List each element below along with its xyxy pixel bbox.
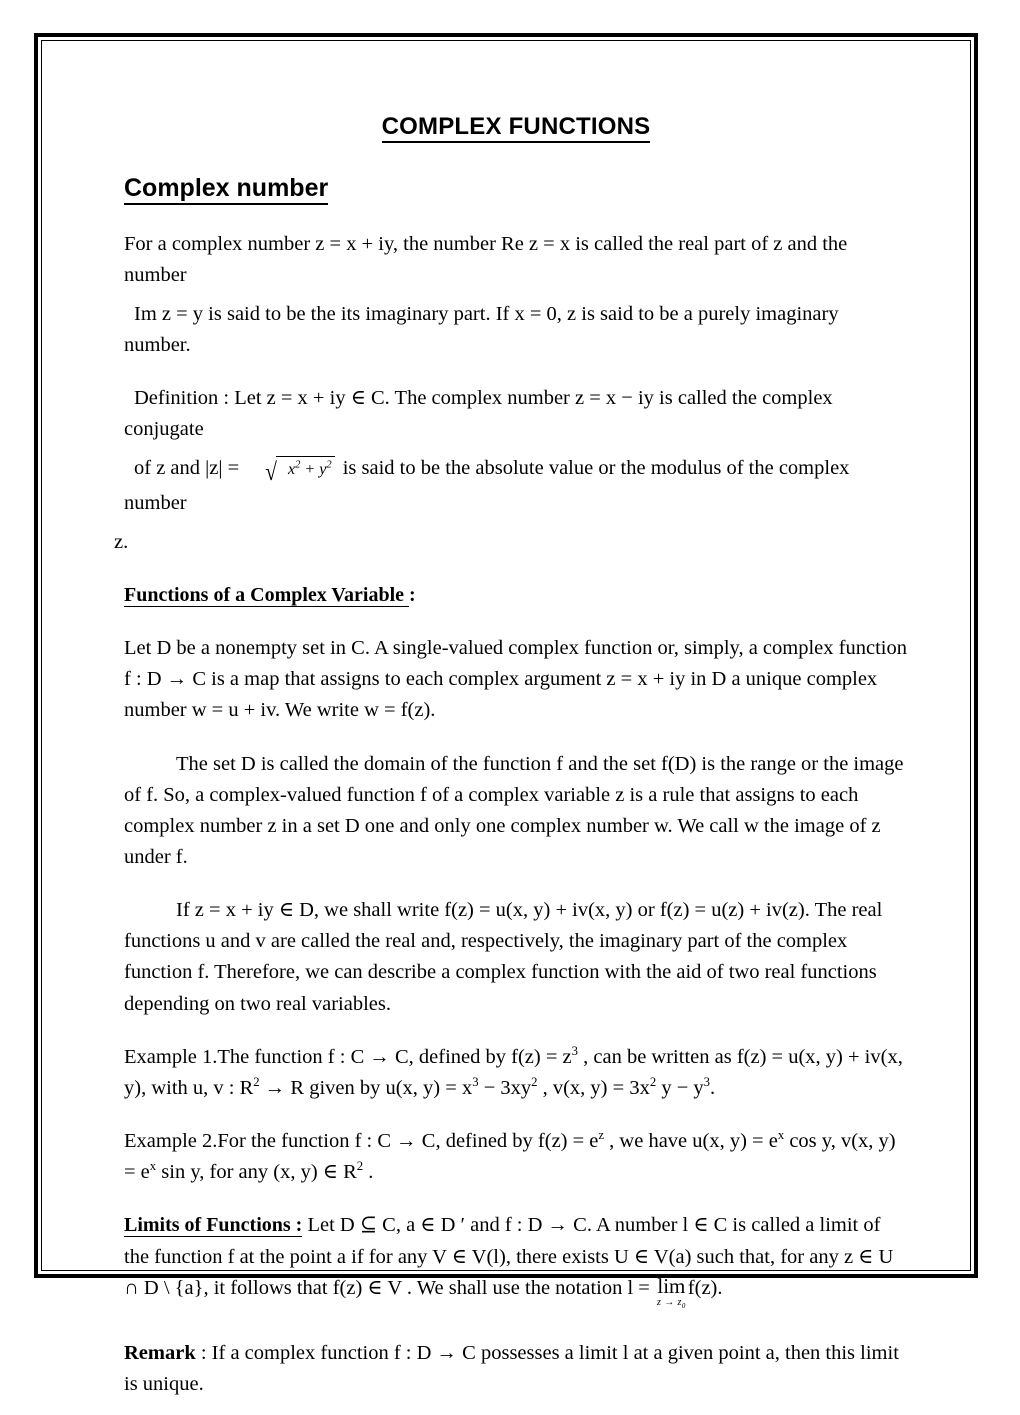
radical-exponent-x: 2: [295, 459, 301, 471]
radical-term-y: y: [319, 460, 327, 478]
radical-body: [276, 456, 335, 482]
radical-sign-icon: √: [265, 459, 278, 487]
example1-exponent-x: 3: [472, 1075, 479, 1090]
functions-heading-colon: :: [409, 583, 416, 606]
document-title-text: COMPLEX FUNCTIONS: [382, 113, 651, 143]
paragraph-functions-1: Let D be a nonempty set in C. A single-valued complex function or, simply, a complex function f : D → C is a map that assigns to each complex argument z = x + iy in D a unique complex number w = u + iv. We write w = f(z).: [124, 637, 907, 722]
limits-heading-group: [124, 1214, 302, 1237]
paragraph-intro-line1: For a complex number z = x + iy, the number Re z = x is called the real part of z and the number: [124, 232, 848, 286]
limit-operator: [657, 1273, 686, 1310]
example2-exponent-x2: x: [149, 1159, 157, 1174]
example2-exponent-z: z: [598, 1128, 605, 1143]
page-border-inner: [41, 40, 971, 1396]
document-content: [114, 113, 908, 1415]
example1-end: .: [709, 1076, 716, 1099]
heading-functions-of-complex-variable: [124, 580, 908, 611]
example1-mid: , can be written as f(z) = u(x, y) + iv(x, y), with u, v : R: [124, 1045, 903, 1099]
remark-body: : If a complex function f : D → C possesses a limit l at a given point a, then this limit is unique.: [124, 1341, 899, 1396]
functions-heading-text: Functions of a Complex Variable: [124, 583, 410, 606]
example1-mid5: y − y: [656, 1076, 704, 1099]
paragraph-functions-3: If z = x + iy ∈ D, we shall write f(z) = u(x, y) + iv(x, y) or f(z) = u(z) + iv(z). The real functions u and v are called the real and, respectively, the imaginary part of the complex function f. Therefore, we can describe a complex function with the aid of two real functions depending on two real variables.: [124, 899, 883, 1015]
paragraph-functions-2: The set D is called the domain of the function f and the set f(D) is the range or the image of f. So, a complex-valued function f of a complex variable z is a rule that assigns to each complex number z in a set D one and only one complex number w. We call w the image of z under f.: [124, 752, 904, 868]
example1-exponent-3x: 2: [649, 1075, 657, 1090]
definition-modulus-prefix: of z and |z| =: [134, 457, 245, 480]
example2-exponent-r: 2: [356, 1159, 364, 1174]
section-heading-text: Complex number: [124, 174, 328, 205]
example1-exponent-r: 2: [253, 1075, 260, 1090]
limit-operator-subscript: [657, 1298, 686, 1308]
remark-label: Remark: [124, 1341, 196, 1364]
functions-heading-group: [124, 584, 416, 607]
example1-exponent-xy: 2: [531, 1075, 538, 1090]
paragraph-remark: [124, 1338, 908, 1400]
limit-operator-label: lim: [657, 1273, 686, 1298]
limit-subscript-variable: z → z: [657, 1296, 682, 1308]
paragraph-example-2: [124, 1126, 908, 1188]
paragraph-definition-line1: Definition : Let z = x + iy ∈ C. The complex number z = x − iy is called the complex conjugate: [124, 387, 833, 441]
example2-lead: Example 2.For the function f : C → C, defined by f(z) = e: [124, 1130, 599, 1153]
limits-heading-text: Limits of Functions :: [124, 1214, 303, 1237]
example2-exponent-x1: x: [777, 1128, 785, 1143]
example2-mid2: cos y, v(x, y) = e: [124, 1130, 896, 1184]
paragraph-intro-line2: Im z = y is said to be the its imaginary part. If x = 0, z is said to be a purely imaginary number.: [124, 302, 839, 356]
paragraph-example-1: [124, 1042, 908, 1104]
paragraph-definition-line3: z.: [114, 530, 129, 553]
example2-end: .: [363, 1161, 374, 1184]
paragraph-limits-of-functions: [124, 1210, 908, 1308]
section-heading-complex-number: [124, 175, 908, 203]
limits-body-post: f(z).: [687, 1276, 723, 1299]
example2-mid3: sin y, for any (x, y) ∈ R: [156, 1161, 357, 1184]
example1-exponent-y: 3: [703, 1075, 710, 1090]
limits-body-pre: Let D ⊆ C, a ∈ D ′ and f : D → C. A number l ∈ C is called a limit of the function f at the point a if for any V ∈ V(l), there exists U ∈ V(a) such that, for any z ∈ U ∩ D \ {a}, it follows that f(z) ∈ V . We shall use the notation l =: [124, 1214, 894, 1299]
example1-lead: Example 1.The function f : C → C, defined by f(z) = z: [124, 1045, 572, 1068]
square-root-expression: [245, 456, 334, 487]
example1-mid4: , v(x, y) = 3x: [537, 1076, 650, 1099]
example1-mid3: − 3xy: [478, 1076, 532, 1099]
example1-exponent-z: 3: [571, 1043, 578, 1058]
definition-modulus-suffix: is said to be the absolute value or the modulus of the complex number: [124, 457, 850, 514]
limit-subscript-index: 0: [681, 1301, 686, 1310]
radical-term-x: x: [288, 460, 296, 478]
example2-mid: , we have u(x, y) = e: [604, 1130, 778, 1153]
radical-operator: +: [300, 460, 320, 478]
paragraph-definition-line2: [124, 453, 908, 518]
page-border-outer: [34, 33, 978, 1396]
radical-exponent-y: 2: [326, 459, 332, 471]
example1-mid2: → R given by u(x, y) = x: [259, 1076, 473, 1099]
document-title: [124, 113, 908, 141]
